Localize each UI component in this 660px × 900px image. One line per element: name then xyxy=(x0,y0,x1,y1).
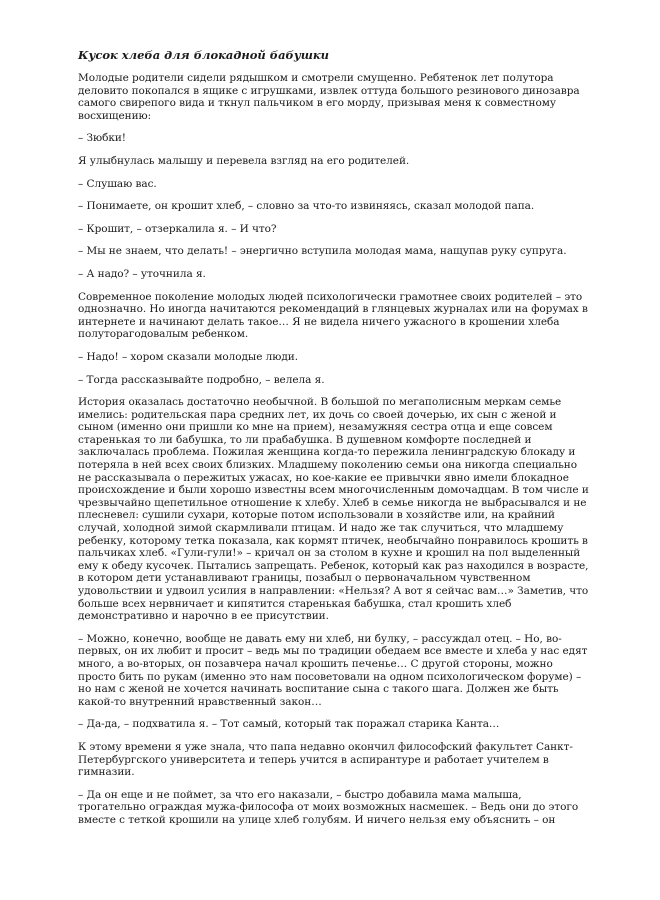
paragraph: Я улыбнулась малышу и перевела взгляд на его родителей. xyxy=(78,154,410,167)
paragraph: История оказалась достаточно необычной. В большой по мегаполисным меркам семье имелись: родительская пара средних лет, их дочь со своей дочерью, их сын с женой и сыном (именно они пришли ко мне на прием), незамужняя сестра отца и еще совсем старенькая то ли бабушка, то ли прабабушка. В душевном комфорте последней и заключалась проблема. Пожилая женщина когда-то пережила ленинградскую блокаду и потеряла в ней всех своих близких. Младшему поколению семьи она никогда специально не рассказывала о пережитых ужасах, но кое-какие ее привычки явно имели блокадное происхождение и были хорошо известны всем многочисленным домочадцам. В том числе и чрезвычайно щепетильное отношение к хлебу. Хлеб в семье никогда не выбрасывался и не плесневел: сушили сухари, которые потом использовали в хозяйстве или, на крайний случай, холодной зимой скармливали птицам. И надо же так случиться, что младшему ребенку, которому тетка показала, как кормят птичек, необычайно понравилось крошить в пальчиках хлеб. «Гули-гули!» – кричал он за столом в кухне и крошил на пол выделенный ему к обеду кусочек. Пытались запрещать. Ребенок, который как раз находился в возрасте, в котором дети устанавливают границы, позабыл о первоначальном чувственном удовольствии и удвоил усилия в направлении: «Нельзя? А вот я сейчас вам…» Заметив, что больше всех нервничает и кипятится старенькая бабушка, стал крошить хлеб демонстративно и нарочно в ее присутствии. xyxy=(78,396,589,623)
document-body xyxy=(78,72,590,827)
paragraph: – Мы не знаем, что делать! – энергично вступила молодая мама, нащупав руку супруга. xyxy=(78,245,567,258)
paragraph: – Да-да, – подхватила я. – Тот самый, который так поражал старика Канта… xyxy=(78,718,500,731)
document-title: Кусок хлеба для блокадной бабушки xyxy=(78,48,330,62)
document-page xyxy=(78,48,590,837)
paragraph: – Понимаете, он крошит хлеб, – словно за что-то извиняясь, сказал молодой папа. xyxy=(78,200,535,213)
paragraph: К этому времени я уже знала, что папа недавно окончил философский факультет Санкт-Петербургского университета и теперь учится в аспирантуре и работает учителем в гимназии. xyxy=(78,740,573,779)
paragraph: – Слушаю вас. xyxy=(78,177,157,190)
paragraph: – Надо! – хором сказали молодые люди. xyxy=(78,350,299,363)
paragraph: – Можно, конечно, вообще не давать ему ни хлеб, ни булку, – рассуждал отец. – Но, во-первых, он их любит и просит – ведь мы по традиции обедаем все вместе и хлеба у нас едят много, а во-вторых, он позавчера начал крошить печенье… С другой стороны, можно просто бить по рукам (именно это нам посоветовали на одном психологическом форуме) – но нам с женой не хочется начинать воспитание сына с такого шага. Должен же быть какой-то внутренний нравственный закон… xyxy=(78,632,588,708)
paragraph: – Да он еще и не поймет, за что его наказали, – быстро добавила мама малыша, трогательно ограждая мужа-философа от моих возможных насмешек. – Ведь они до этого вместе с теткой крошили на улице хлеб голубям. И ничего нельзя ему объяснить – он xyxy=(78,788,579,826)
paragraph: Молодые родители сидели рядышком и смотрели смущенно. Ребятенок лет полутора деловито покопался в ящике с игрушками, извлек оттуда большого резинового динозавра самого свирепого вида и ткнул пальчиком в его морду, призывая меня к совместному восхищению: xyxy=(78,72,580,122)
paragraph: Современное поколение молодых людей психологически грамотнее своих родителей – это однозначно. Но иногда начитаются рекомендаций в глянцевых журналах или на форумах в интернете и начинают делать такое… Я не видела ничего ужасного в крошении хлеба полуторагодовалым ребенком. xyxy=(78,290,588,341)
paragraph: – Зюбки! xyxy=(78,132,126,145)
paragraph: – Крошит, – отзеркалила я. – И что? xyxy=(78,222,277,235)
paragraph: – А надо? – уточнила я. xyxy=(78,267,206,280)
paragraph: – Тогда рассказывайте подробно, – велела я. xyxy=(78,373,325,386)
